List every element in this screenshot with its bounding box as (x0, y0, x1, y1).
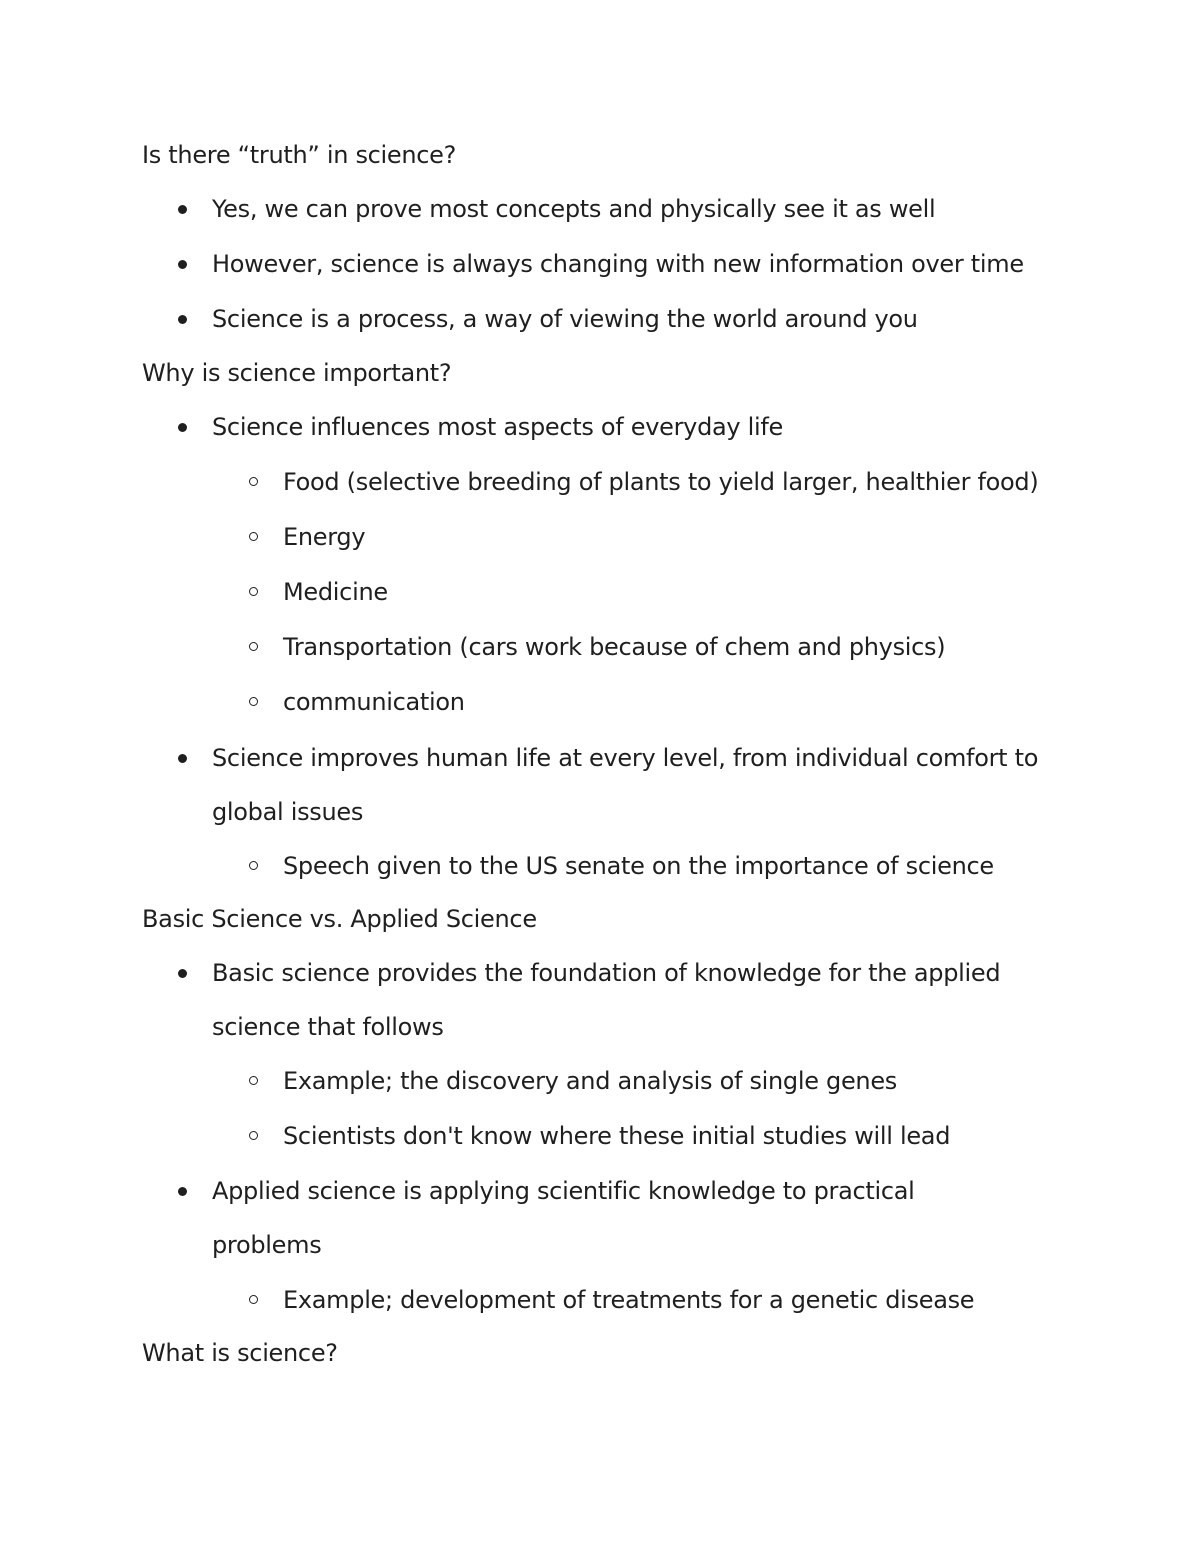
sub-list-item: Food (selective breeding of plants to yield larger, healthier food) (283, 468, 1039, 496)
list-item: Science improves human life at every level, from individual comfort to (212, 744, 1039, 772)
sub-bullet-icon (249, 697, 258, 706)
bullet-icon (178, 205, 187, 214)
sub-bullet-icon (249, 532, 258, 541)
list-item-continuation: science that follows (212, 1013, 444, 1041)
bullet-icon (178, 260, 187, 269)
section-heading: Basic Science vs. Applied Science (142, 905, 537, 933)
list-item: However, science is always changing with new information over time (212, 250, 1024, 278)
sub-bullet-icon (249, 861, 258, 870)
list-item: Basic science provides the foundation of knowledge for the applied (212, 959, 1001, 987)
bullet-icon (178, 423, 187, 432)
sub-list-item: Energy (283, 523, 366, 551)
sub-list-item: Example; development of treatments for a genetic disease (283, 1286, 975, 1314)
sub-bullet-icon (249, 642, 258, 651)
sub-list-item: Example; the discovery and analysis of single genes (283, 1067, 898, 1095)
list-item: Science influences most aspects of everyday life (212, 413, 783, 441)
sub-bullet-icon (249, 1131, 258, 1140)
sub-list-item: Transportation (cars work because of chem and physics) (283, 633, 946, 661)
bullet-icon (178, 754, 187, 763)
section-heading: Why is science important? (142, 359, 452, 387)
list-item: Science is a process, a way of viewing the world around you (212, 305, 918, 333)
section-heading: Is there “truth” in science? (142, 141, 457, 169)
sub-bullet-icon (249, 587, 258, 596)
list-item-continuation: global issues (212, 798, 364, 826)
sub-bullet-icon (249, 1295, 258, 1304)
sub-bullet-icon (249, 477, 258, 486)
list-item: Applied science is applying scientific knowledge to practical (212, 1177, 915, 1205)
sub-bullet-icon (249, 1076, 258, 1085)
sub-list-item: communication (283, 688, 465, 716)
bullet-icon (178, 1187, 187, 1196)
list-item: Yes, we can prove most concepts and physically see it as well (212, 195, 936, 223)
bullet-icon (178, 969, 187, 978)
bullet-icon (178, 315, 187, 324)
section-heading: What is science? (142, 1339, 338, 1367)
sub-list-item: Medicine (283, 578, 388, 606)
list-item-continuation: problems (212, 1231, 322, 1259)
sub-list-item: Speech given to the US senate on the importance of science (283, 852, 994, 880)
sub-list-item: Scientists don't know where these initial studies will lead (283, 1122, 951, 1150)
